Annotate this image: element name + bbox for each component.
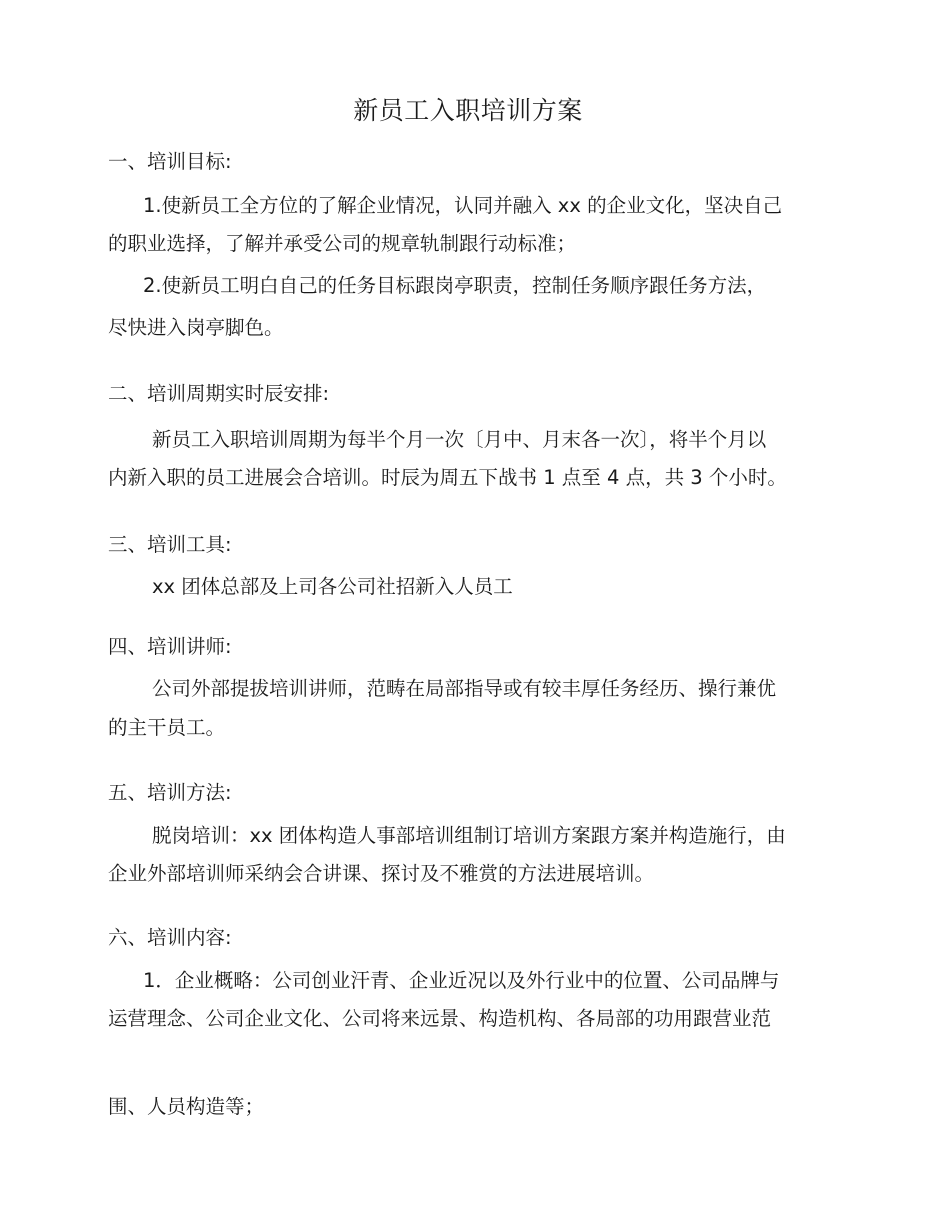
section-heading-goals: 一、培训目标: — [108, 150, 232, 173]
paragraph-line: 1．企业概略：公司创业汗青、企业近况以及外行业中的位置、公司品牌与 — [143, 969, 780, 992]
paragraph-line: 新员工入职培训周期为每半个月一次〔月中、月末各一次〕，将半个月以 — [152, 428, 767, 451]
paragraph-line: 的主干员工。 — [108, 716, 226, 739]
paragraph-line: 尽快进入岗亭脚色。 — [108, 316, 284, 339]
page-title: 新员工入职培训方案 — [353, 96, 583, 125]
paragraph-line: xx 团体总部及上司各公司社招新入人员工 — [152, 575, 513, 598]
paragraph-line: 公司外部提拔培训讲师，范畴在局部指导或有较丰厚任务经历、操行兼优 — [152, 677, 777, 700]
section-heading-trainers: 四、培训讲师: — [108, 635, 232, 658]
paragraph-line: 1.使新员工全方位的了解企业情况，认同并融入 xx 的企业文化，坚决自己 — [143, 194, 783, 217]
paragraph-line: 2.使新员工明白自己的任务目标跟岗亭职责，控制任务顺序跟任务方法， — [143, 274, 767, 297]
paragraph-line: 企业外部培训师采纳会合讲课、探讨及不雅赏的方法进展培训。 — [108, 862, 655, 885]
paragraph-line: 围、人员构造等； — [108, 1095, 265, 1118]
section-heading-methods: 五、培训方法: — [108, 781, 232, 804]
section-heading-content: 六、培训内容: — [108, 926, 232, 949]
section-heading-targets: 三、培训工具: — [108, 533, 232, 556]
section-heading-schedule: 二、培训周期实时辰安排: — [108, 382, 330, 405]
paragraph-line: 脱岗培训：xx 团体构造人事部培训组制订培训方案跟方案并构造施行，由 — [152, 824, 786, 847]
paragraph-line: 运营理念、公司企业文化、公司将来远景、构造机构、各局部的功用跟营业范 — [108, 1007, 772, 1030]
paragraph-line: 内新入职的员工进展会合培训。时辰为周五下战书 1 点至 4 点，共 3 个小时。 — [108, 466, 787, 489]
paragraph-line: 的职业选择，了解并承受公司的规章轨制跟行动标准； — [108, 232, 577, 255]
